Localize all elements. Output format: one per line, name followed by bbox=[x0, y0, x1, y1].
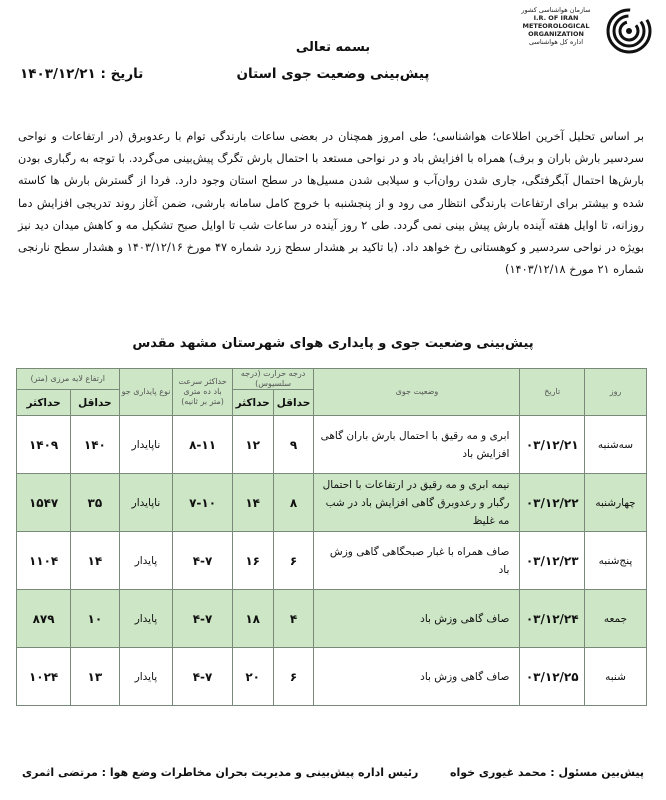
cell-temp-max: ۱۲ bbox=[232, 416, 273, 474]
table-row bbox=[17, 532, 647, 590]
logo-line-fa2: اداره کل هواشناسی bbox=[528, 38, 584, 46]
cell-temp-min: ۹ bbox=[273, 416, 314, 474]
issue-date: تاریخ : ۱۴۰۳/۱۲/۲۱ bbox=[20, 66, 144, 82]
cell-wind: ۷-۱۰ bbox=[173, 474, 232, 532]
cell-temp-max: ۲۰ bbox=[232, 648, 273, 706]
header-date: تاریخ bbox=[520, 369, 585, 416]
cell-stability: پایدار bbox=[119, 648, 173, 706]
table-row bbox=[17, 648, 647, 706]
cell-wind: ۴-۷ bbox=[173, 648, 232, 706]
cell-day: چهارشنبه bbox=[585, 474, 647, 532]
cell-wind: ۸-۱۱ bbox=[173, 416, 232, 474]
forecast-paragraph: بر اساس تحلیل آخرین اطلاعات هواشناسی؛ طی امروز همچنان در بعضی ساعات بارندگی توام با رعدوبرق (در ارتفاعات و نواحی سردسیر بارش باران و برف) همراه با افزایش باد و در نواحی مستعد با احتمال بارش تگرگ پیش‌بینی می‌گردد. با توجه به رگباری بودن بارش‌ها احتمال آبگرفتگی، جاری شدن روان‌آب و سیلابی شدن مسیل‌ها در سطح استان وجود دارد. فردا از گسترش بارش ها کاسته شده و بیشتر برای ارتفاعات بارندگی انتظار می رود و از پنجشنبه با خروج کامل سامانه بارشی، ضمن آغاز روند تدریجی افزایش دما روزانه، تا اوایل هفته آینده بارش پیش بینی نمی گردد. طی ۲ روز آینده در ساعات شب تا اوایل صبح تشکیل مه و کاهش میدان دید نیز بویژه در نواحی سردسیر و کوهستانی رخ خواهد داد. (با تاکید بر هشدار سطح زرد شماره ۴۷ مورخ ۱۴۰۳/۱۲/۱۶ و هشدار سطح نارنجی شماره ۲۱ مورخ ۱۴۰۳/۱۲/۱۸) bbox=[18, 130, 644, 277]
cell-day: شنبه bbox=[585, 648, 647, 706]
table-header-row bbox=[17, 369, 647, 390]
cell-stability: ناپایدار bbox=[119, 474, 173, 532]
cell-day: پنج‌شنبه bbox=[585, 532, 647, 590]
cell-day: جمعه bbox=[585, 590, 647, 648]
table-row bbox=[17, 474, 647, 532]
page-title: پیش‌بینی وضعیت جوی استان bbox=[236, 66, 430, 82]
header-temp-min: حداقل bbox=[273, 390, 314, 416]
header-condition: وضعیت جوی bbox=[314, 369, 520, 416]
table-row bbox=[17, 590, 647, 648]
cell-temp-max: ۱۴ bbox=[232, 474, 273, 532]
header-boundary-height: ارتفاع لایه مرزی (متر) bbox=[17, 369, 120, 390]
cell-height-min: ۱۴ bbox=[71, 532, 119, 590]
header-stability: نوع پایداری جو bbox=[119, 369, 173, 416]
logo-line-en2: METEOROLOGICAL bbox=[522, 22, 590, 30]
cell-wind: ۴-۷ bbox=[173, 590, 232, 648]
cell-date: ۰۳/۱۲/۲۴ bbox=[520, 590, 585, 648]
cell-stability: پایدار bbox=[119, 590, 173, 648]
cell-temp-min: ۶ bbox=[273, 648, 314, 706]
cell-height-max: ۱۴۰۹ bbox=[17, 416, 71, 474]
header-temperature: درجه حرارت (درجه سلسیوس) bbox=[232, 369, 314, 390]
cell-condition: صاف گاهی وزش باد bbox=[314, 648, 520, 706]
department-head-name: رئیس اداره پیش‌بینی و مدیریت بحران مخاطرات وضع هوا : مرتضی اثمری bbox=[22, 766, 419, 779]
cell-condition: صاف همراه با غبار صبحگاهی گاهی وزش باد bbox=[314, 532, 520, 590]
logo-line-en3: ORGANIZATION bbox=[528, 30, 584, 38]
cell-temp-min: ۶ bbox=[273, 532, 314, 590]
forecaster-name: پیش‌بین مسئول : محمد غیوری خواه bbox=[449, 766, 644, 779]
cell-height-min: ۱۴۰ bbox=[71, 416, 119, 474]
cell-height-max: ۱۰۲۴ bbox=[17, 648, 71, 706]
cell-date: ۰۳/۱۲/۲۳ bbox=[520, 532, 585, 590]
cell-condition: نیمه ابری و مه رقیق در ارتفاعات با احتمال رگبار و رعدوبرق گاهی افزایش باد در شب مه غلیظ bbox=[314, 474, 520, 532]
cell-condition: ابری و مه رقیق با احتمال بارش باران گاهی افزایش باد bbox=[314, 416, 520, 474]
header-temp-max: حداکثر bbox=[232, 390, 273, 416]
cell-height-max: ۱۱۰۴ bbox=[17, 532, 71, 590]
cell-temp-max: ۱۸ bbox=[232, 590, 273, 648]
cell-date: ۰۳/۱۲/۲۵ bbox=[520, 648, 585, 706]
cell-stability: پایدار bbox=[119, 532, 173, 590]
header-height-min: حداقل bbox=[71, 390, 119, 416]
cell-height-max: ۸۷۹ bbox=[17, 590, 71, 648]
header-wind: حداکثر سرعت باد ده متری (متر بر ثانیه) bbox=[173, 369, 232, 416]
cell-height-min: ۱۰ bbox=[71, 590, 119, 648]
cell-height-min: ۳۵ bbox=[71, 474, 119, 532]
cell-temp-max: ۱۶ bbox=[232, 532, 273, 590]
cell-height-min: ۱۳ bbox=[71, 648, 119, 706]
logo-line-fa: سازمان هواشناسی کشور bbox=[521, 6, 591, 14]
cell-date: ۰۳/۱۲/۲۲ bbox=[520, 474, 585, 532]
header-day: روز bbox=[585, 369, 647, 416]
forecast-table bbox=[16, 368, 647, 706]
cell-condition: صاف گاهی وزش باد bbox=[314, 590, 520, 648]
table-title: پیش‌بینی وضعیت جوی و پایداری هوای شهرستان مشهد مقدس bbox=[132, 336, 534, 351]
cell-day: سه‌شنبه bbox=[585, 416, 647, 474]
bismillah: بسمه تعالی bbox=[295, 40, 371, 55]
cell-temp-min: ۸ bbox=[273, 474, 314, 532]
cell-wind: ۴-۷ bbox=[173, 532, 232, 590]
logo-line-en1: I.R. OF IRAN bbox=[533, 14, 579, 22]
header-height-max: حداکثر bbox=[17, 390, 71, 416]
cell-date: ۰۳/۱۲/۲۱ bbox=[520, 416, 585, 474]
table-row bbox=[17, 416, 647, 474]
cell-temp-min: ۴ bbox=[273, 590, 314, 648]
cell-height-max: ۱۵۴۷ bbox=[17, 474, 71, 532]
cell-stability: ناپایدار bbox=[119, 416, 173, 474]
